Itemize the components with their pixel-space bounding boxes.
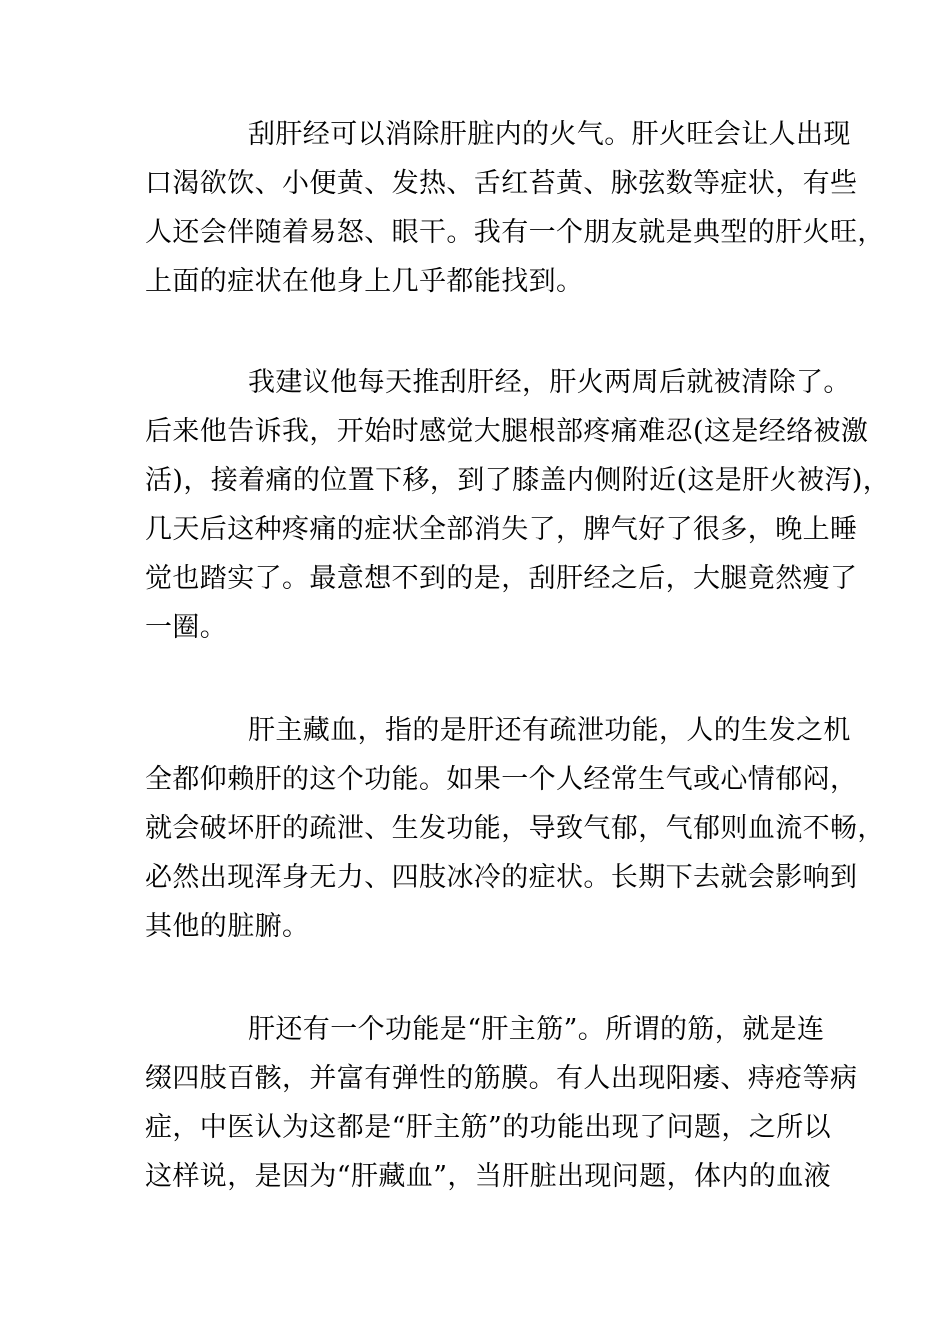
text-line: 这样说，是因为“肝藏血”，当肝脏出现问题，体内的血液 (145, 1161, 832, 1192)
text-line: 几天后这种疼痛的症状全部消失了，脾气好了很多，晚上睡 (145, 514, 858, 545)
paragraph-liver-meridian-scraping (145, 110, 885, 306)
text-line: 活)，接着痛的位置下移，到了膝盖内侧附近(这是肝火被泻)， (145, 465, 891, 496)
paragraph-liver-governs-tendons (145, 1005, 858, 1201)
paragraph-friend-experience (145, 358, 891, 652)
text-line: 觉也踏实了。最意想不到的是，刮肝经之后，大腿竟然瘦了 (145, 563, 858, 594)
paragraph-liver-stores-blood (145, 706, 885, 951)
text-line: 症，中医认为这都是“肝主筋”的功能出现了问题，之所以 (145, 1112, 832, 1143)
text-line: 人还会伴随着易怒、眼干。我有一个朋友就是典型的肝火旺， (145, 217, 885, 248)
text-line: 上面的症状在他身上几乎都能找到。 (145, 266, 584, 297)
text-line: 就会破坏肝的疏泄、生发功能，导致气郁，气郁则血流不畅， (145, 813, 885, 844)
text-line: 刮肝经可以消除肝脏内的火气。肝火旺会让人出现 (248, 119, 851, 150)
text-line: 其他的脏腑。 (145, 911, 310, 942)
text-line: 肝还有一个功能是“肝主筋”。所谓的筋，就是连 (248, 1014, 825, 1045)
text-line: 一圈。 (145, 612, 228, 643)
text-line: 必然出现浑身无力、四肢冰冷的症状。长期下去就会影响到 (145, 862, 858, 893)
text-line: 我建议他每天推刮肝经，肝火两周后就被清除了。 (248, 367, 851, 398)
text-line: 后来他告诉我，开始时感觉大腿根部疼痛难忍(这是经络被激 (145, 416, 869, 447)
text-line: 肝主藏血，指的是肝还有疏泄功能，人的生发之机 (248, 715, 851, 746)
text-line: 口渴欲饮、小便黄、发热、舌红苔黄、脉弦数等症状，有些 (145, 168, 858, 199)
text-line: 全都仰赖肝的这个功能。如果一个人经常生气或心情郁闷， (145, 764, 858, 795)
text-line: 缀四肢百骸，并富有弹性的筋膜。有人出现阳痿、痔疮等病 (145, 1063, 858, 1094)
